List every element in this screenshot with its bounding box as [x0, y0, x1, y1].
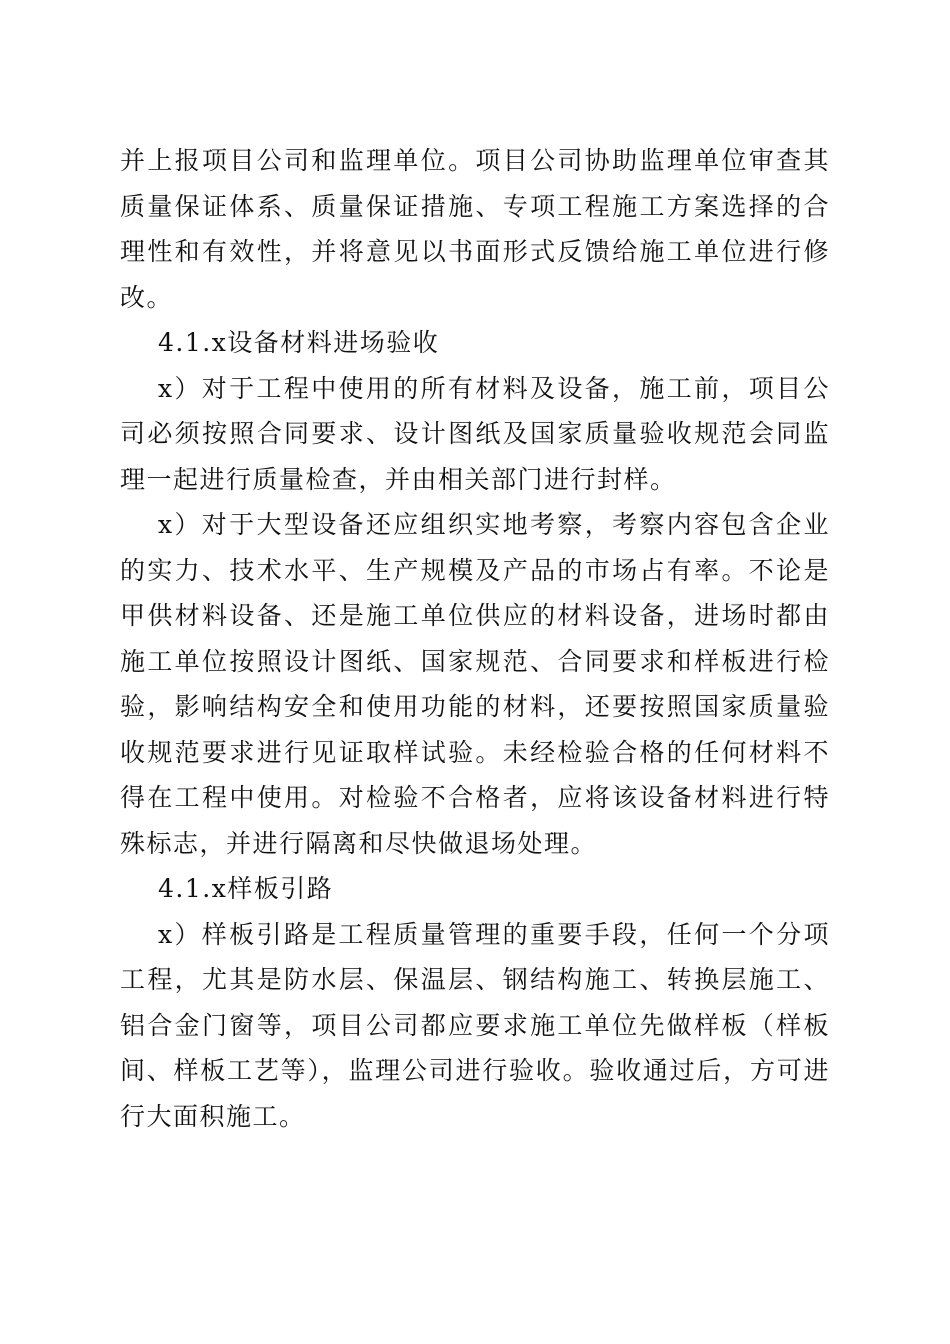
paragraph-sample-guidance: x）样板引路是工程质量管理的重要手段，任何一个分项工程，尤其是防水层、保温层、钢结构施工、转换层施工、铝合金门窗等，项目公司都应要求施工单位先做样板（样板间、样板工艺等），监理公司进行验收。验收通过后，方可进行大面积施工。: [120, 919, 830, 1131]
document-body: [120, 138, 830, 1139]
section-heading-sample-guidance: 4.1.x样板引路: [158, 874, 334, 903]
paragraph-material-check: x）对于工程中使用的所有材料及设备，施工前，项目公司必须按照合同要求、设计图纸及国家质量验收规范会同监理一起进行质量检查，并由相关部门进行封样。: [120, 373, 830, 494]
paragraph-continuation: 并上报项目公司和监理单位。项目公司协助监理单位审查其质量保证体系、质量保证措施、专项工程施工方案选择的合理性和有效性，并将意见以书面形式反馈给施工单位进行修改。: [120, 146, 830, 312]
paragraph-large-equipment: x）对于大型设备还应组织实地考察，考察内容包含企业的实力、技术水平、生产规模及产品的市场占有率。不论是甲供材料设备、还是施工单位供应的材料设备，进场时都由施工单位按照设计图纸、国家规范、合同要求和样板进行检验，影响结构安全和使用功能的材料，还要按照国家质量验收规范要求进行见证取样试验。未经检验合格的任何材料不得在工程中使用。对检验不合格者，应将该设备材料进行特殊标志，并进行隔离和尽快做退场处理。: [120, 510, 830, 858]
section-heading-material-inspection: 4.1.x设备材料进场验收: [158, 328, 440, 357]
